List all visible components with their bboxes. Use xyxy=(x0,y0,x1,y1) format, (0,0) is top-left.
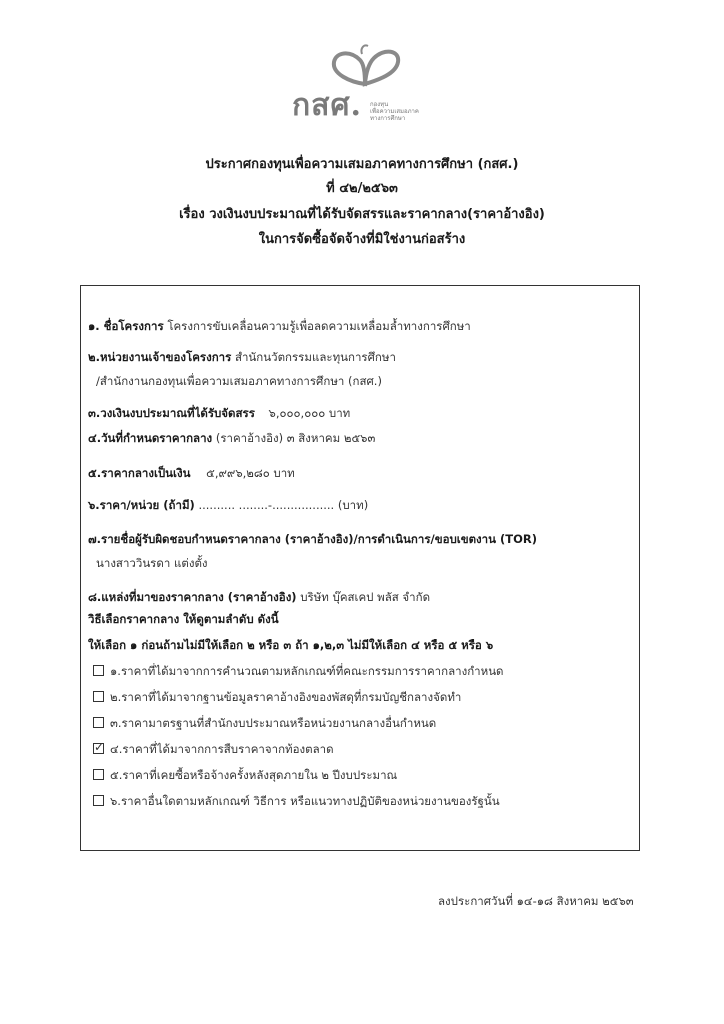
budget-value: ๖,๐๐๐,๐๐๐ บาท xyxy=(268,406,351,420)
responsible-persons-label: ๗.รายชื่อผู้รับผิดชอบกำหนดราคากลาง (ราคาอ้างอิง)/การดำเนินการ/ขอบเขตงาน (TOR) xyxy=(88,532,537,546)
option-row xyxy=(93,689,461,707)
unit-price-label: ๖.ราคา/หน่วย (ถ้ามี) xyxy=(88,498,195,512)
responsible-persons-value: นางสาววินรดา แต่งตั้ง xyxy=(96,556,208,570)
option-5-label: ๕.ราคาที่เคยซื้อหรือจ้างครั้งหลังสุดภายใน ๒ ปีงบประมาณ xyxy=(110,768,398,782)
item-budget xyxy=(88,405,350,423)
price-source-label: ๘.แหล่งที่มาของราคากลาง (ราคาอ้างอิง) xyxy=(88,590,297,604)
owner-unit-value: สำนักนวัตกรรมและทุนการศึกษา xyxy=(234,350,396,364)
announcement-title: ประกาศกองทุนเพื่อความเสมอภาคทางการศึกษา (กสศ.) xyxy=(205,157,519,172)
option-2-label: ๒.ราคาที่ได้มาจากฐานข้อมูลราคาอ้างอิงของพัสดุที่กรมบัญชีกลางจัดทำ xyxy=(110,690,462,704)
logo-subtitle-line: ทางการศึกษา xyxy=(370,115,406,122)
option-3-label: ๓.ราคามาตรฐานที่สำนักงบประมาณหรือหน่วยงานกลางอื่นกำหนด xyxy=(110,716,437,730)
median-price-label: ๕.ราคากลางเป็นเงิน xyxy=(88,466,191,480)
option-1-label: ๑.ราคาที่ได้มาจากการคำนวณตามหลักเกณฑ์ที่คณะกรรมการราคากลางกำหนด xyxy=(110,664,504,678)
option-row xyxy=(93,715,436,733)
option-4-checkbox[interactable] xyxy=(93,743,104,754)
announcement-number: ที่ ๔๒/๒๕๖๓ xyxy=(326,181,398,196)
logo-subtitle-line: กองทุน xyxy=(370,101,389,108)
item-unit-price xyxy=(88,497,368,515)
project-name-value: โครงการขับเคลื่อนความรู้เพื่อลดความเหลื่อมล้ำทางการศึกษา xyxy=(167,319,471,333)
announcement-date: ลงประกาศวันที่ ๑๔-๑๘ สิงหาคม ๒๕๖๓ xyxy=(438,894,634,908)
option-3-checkbox[interactable] xyxy=(93,717,104,728)
item-median-price xyxy=(88,465,295,483)
price-source-value: บริษัท บุ๊คสเคป พลัส จำกัด xyxy=(300,590,431,604)
project-name-label: ๑. ชื่อโครงการ xyxy=(88,319,164,333)
item-price-source xyxy=(88,589,430,607)
option-row xyxy=(93,793,500,811)
option-5-checkbox[interactable] xyxy=(93,769,104,780)
item-owner-unit xyxy=(88,349,396,367)
option-2-checkbox[interactable] xyxy=(93,691,104,702)
option-6-checkbox[interactable] xyxy=(93,795,104,806)
gsf-logo xyxy=(292,44,442,122)
option-4-label: ๔.ราคาที่ได้มาจากการสืบราคาจากท้องตลาด xyxy=(110,742,334,756)
announcement-subject-line2: ในการจัดซื้อจัดจ้างที่มิใช่งานก่อสร้าง xyxy=(258,232,466,247)
price-date-value: (ราคาอ้างอิง) ๓ สิงหาคม ๒๕๖๓ xyxy=(215,431,376,445)
logo-subtitle-line: เพื่อความเสมอภาค xyxy=(370,108,419,115)
option-row xyxy=(93,767,397,785)
owner-unit-label: ๒.หน่วยงานเจ้าของโครงการ xyxy=(88,350,232,364)
price-date-label: ๔.วันที่กำหนดราคากลาง xyxy=(88,431,213,445)
method-title: วิธีเลือกราคากลาง ให้ดูตามลำดับ ดังนี้ xyxy=(88,612,279,626)
option-row xyxy=(93,663,504,681)
unit-price-value: .......... ........-................. (บาท) xyxy=(198,498,369,512)
item-price-date xyxy=(88,430,375,448)
logo-wordmark: กสศ. xyxy=(292,88,362,123)
item-project-name xyxy=(88,318,471,336)
option-1-checkbox[interactable] xyxy=(93,665,104,676)
budget-label: ๓.วงเงินงบประมาณที่ได้รับจัดสรร xyxy=(88,406,255,420)
option-6-label: ๖.ราคาอื่นใดตามหลักเกณฑ์ วิธีการ หรือแนวทางปฏิบัติของหน่วยงานของรัฐนั้น xyxy=(110,794,500,808)
method-rule: ให้เลือก ๑ ก่อนถ้ามไม่มีให้เลือก ๒ หรือ ๓ ถ้า ๑,๒,๓ ไม่มีให้เลือก ๔ หรือ ๕ หรือ ๖ xyxy=(88,638,494,652)
owner-unit-value-line2: /สำนักงานกองทุนเพื่อความเสมอภาคทางการศึกษา (กสศ.) xyxy=(96,374,382,388)
median-price-value: ๕,๙๙๖,๒๘๐ บาท xyxy=(206,466,295,480)
announcement-subject: เรื่อง วงเงินงบประมาณที่ได้รับจัดสรรและราคากลาง(ราคาอ้างอิง) xyxy=(179,207,545,222)
option-row xyxy=(93,741,334,759)
